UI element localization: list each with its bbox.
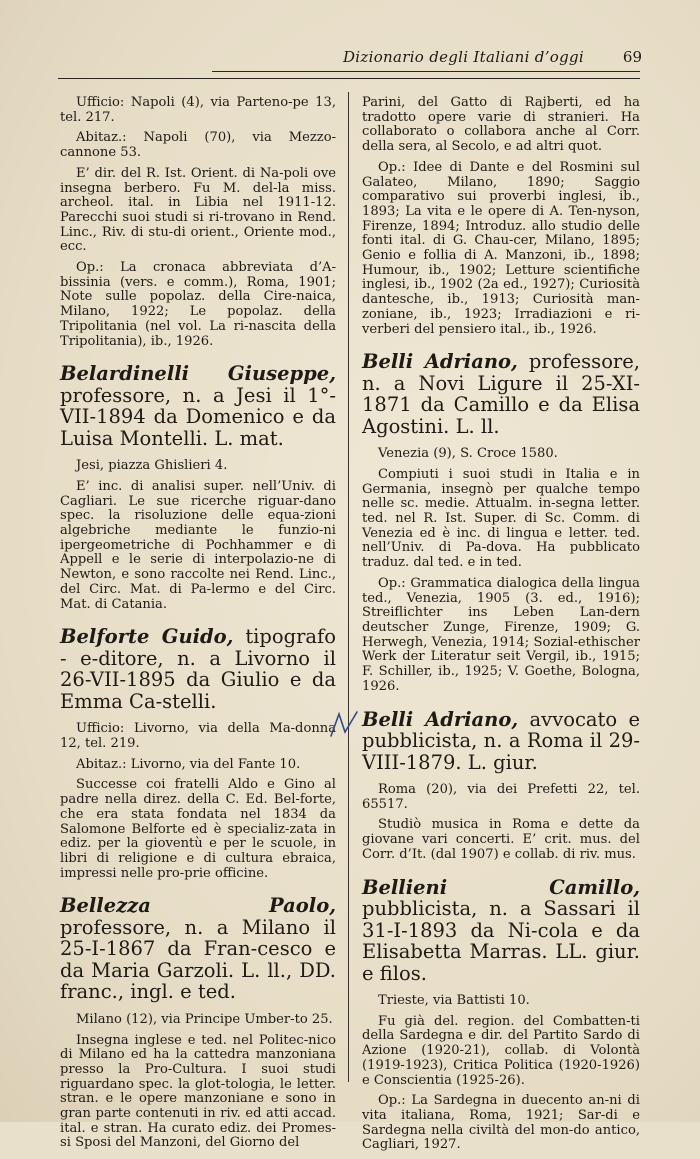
entry-heading-text: professore, n. a Milano il 25-I-1867 da Fran-cesco e da Maria Garzoli. L. ll., DD. franc., ingl. e ted. (60, 915, 336, 1004)
entry-name: Bellezza Paolo, (60, 894, 336, 918)
page-number: 69 (622, 48, 642, 66)
entry-heading-text: professore, n. a Jesi il 1°-VII-1894 da Domenico e da Luisa Montelli. L. mat. (60, 383, 336, 450)
entry-body: Successe coi fratelli Aldo e Gino al padre nella direz. della C. Ed. Bel-forte, che era stata fondata nel 1834 da Salomone Belforte ed è specializ-zata in ediz. per la gioventù e per le scuole, in libri di religione e di cultura ebraica, impressi nelle pro-prie officine. (60, 777, 336, 881)
entry-heading-belli-adriano-1 (362, 351, 640, 437)
entry-name: Belardinelli Giuseppe, (60, 362, 336, 386)
running-title: Dizionario degli Italiani d’oggi (342, 48, 584, 66)
entry-heading-bellezza (60, 895, 336, 1003)
entry-name: Belli Adriano, (362, 707, 519, 731)
entry-heading-bellieni (362, 877, 640, 985)
entry-heading-belforte (60, 626, 336, 712)
entry-body: E’ inc. di analisi super. nell’Univ. di Cagliari. Le sue ricerche riguar-dano spec. la risoluzione delle equa-zioni algebriche mediante le funzio-ni ipergeometriche di Pochhammer e di Appell e le serie di interpolazio-ne di Newton, e sono raccolte nei Rend. Linc., del Circ. Mat. di Pa-lermo e del Circ. Mat. di Catania. (60, 478, 336, 612)
entry-body: Fu già del. region. del Combatten-ti della Sardegna e dir. del Partito Sardo di Azione (1920-21), collab. di Volontà (1919-1923), Critica Politica (1920-1926) e Conscientia (1925-26). (362, 1013, 640, 1088)
entry-address: Trieste, via Battisti 10. (378, 993, 530, 1009)
entry-ufficio: Ufficio: Livorno, via della Ma-donna 12, tel. 219. (60, 721, 336, 751)
entry-heading-text: professore, n. a Novi Ligure il 25-XI-1871 da Camillo e da Elisa Agostini. L. ll. (362, 350, 640, 438)
entry-continued-works: Op.: La cronaca abbreviata d’A-bissinia (vers. e comm.), Roma, 1901; Note sulle popolaz. della Cire-naica, Milano, 1922; Le popolaz. della Tripolitania (nel vol. La ri-nascita della Tripolitania), ib., 1926. (60, 260, 336, 349)
entry-works: Op.: Grammatica dialogica della lingua ted., Venezia, 1905 (3. ed., 1916); Streiflichter ins Leben Lan-dern deutscher Zunge, Firenze, 1909; G. Herwegh, Venezia, 1914; Sozial-ethischer Werk der Literatur seit Vergil, ib., 1915; F. Schiller, ib., 1925; V. Goethe, Bologna, 1926. (362, 575, 640, 694)
entry-continued-body: Parini, del Gatto di Rajberti, ed ha tradotto opere varie di stranieri. Ha collaborato o collabora anche al Corr. della sera, al Secolo, e ad altri quot. (362, 95, 640, 155)
entry-continued-body: E’ dir. del R. Ist. Orient. di Na-poli ove insegna berbero. Fu M. del-la miss. archeol. ital. in Libia nel 1911-12. Parecchi suoi studi si ri-trovano in Rend. Linc., Riv. di stu-di orient., Oriente mod., ecc. (60, 165, 336, 255)
column-divider (348, 92, 349, 1082)
header-rule (212, 71, 640, 72)
header-rule-lower (58, 78, 640, 79)
entry-heading-text: pubblicista, n. a Sassari il 31-I-1893 da Ni-cola e da Elisabetta Marras. LL. giur. e filos. (362, 897, 640, 985)
entry-address: Roma (20), via dei Prefetti 22, tel. 65517. (362, 782, 640, 812)
entry-name: Bellieni Camillo, (362, 875, 640, 899)
entry-continued-ufficio: Ufficio: Napoli (4), via Parteno-pe 13, tel. 217. (60, 95, 336, 125)
entry-abitaz: Abitaz.: Livorno, via del Fante 10. (76, 756, 301, 772)
entry-name: Belforte Guido, (60, 625, 234, 649)
entry-body: Studiò musica in Roma e dette da giovane vari concerti. E’ crit. mus. del Corr. d’It. (dal 1907) e collab. di riv. mus. (362, 817, 640, 862)
entry-works: Op.: La Sardegna in duecento an-ni di vita italiana, Roma, 1921; Sar-di e Sardegna nella civiltà del mon-do antico, Cagliari, 1927. (362, 1093, 640, 1153)
entry-address: Jesi, piazza Ghislieri 4. (76, 458, 228, 474)
entry-heading-text: tipografo - e-ditore, n. a Livorno il 26-VII-1895 da Giulio e da Emma Ca-stelli. (60, 625, 336, 713)
entry-continued-works: Op.: Idee di Dante e del Rosmini sul Galateo, Milano, 1890; Saggio comparativo sui proverbi inglesi, ib., 1893; La vita e le opere di A. Ten-nyson, Firenze, 1894; Introduz. allo studio delle fonti ital. di G. Chau-cer, Milano, 1895; Genio e follia di A. Manzoni, ib., 1898; Humour, ib., 1902; Letture scientifiche inglesi, ib., 1902 (2a ed., 1927); Curiosità dantesche, ib., 1913; Curiosità man-zoniane, ib., 1923; Irradiazioni e ri-verberi del pensiero ital., ib., 1926. (362, 159, 640, 337)
right-column (362, 96, 640, 1159)
entry-address: Venezia (9), S. Croce 1580. (378, 446, 558, 462)
entry-continued-abitaz: Abitaz.: Napoli (70), via Mezzo-cannone 53. (60, 130, 336, 161)
entry-heading-belardinelli (60, 363, 336, 449)
pencil-mark-icon (327, 706, 365, 746)
left-column (60, 96, 336, 1157)
entry-body: Compiuti i suoi studi in Italia e in Germania, insegnò per qualche tempo nelle sc. medie. Attualm. in-segna letter. ted. nel R. Ist. Super. di Sc. Comm. di Venezia ed è inc. di lingua e letter. ted. nell’Univ. di Pa-dova. Ha pubblicato traduz. dal ted. e in ted. (362, 466, 640, 571)
entry-body: Insegna inglese e ted. nel Politec-nico di Milano ed ha la cattedra manzoniana presso la Pro-Cultura. I suoi studi riguardano spec. la glot-tologia, le letter. stran. e le opere manzoniane e sono in gran parte contenuti in riv. ed atti accad. ital. e stran. Ha curato ediz. dei Promes-si Sposi del Manzoni, del Giorno del (60, 1032, 336, 1151)
entry-name: Belli Adriano, (362, 350, 518, 374)
entry-heading-belli-adriano-2 (362, 709, 640, 774)
entry-heading-text: avvocato e pubblicista, n. a Roma il 29-VIII-1879. L. giur. (362, 707, 640, 774)
entry-address: Milano (12), via Principe Umber-to 25. (76, 1011, 333, 1027)
